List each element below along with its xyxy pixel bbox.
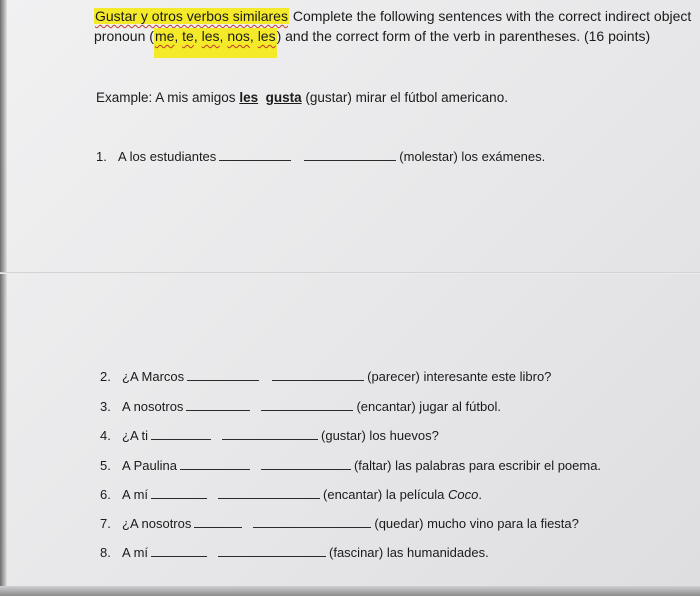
item-rest: mucho vino para la fiesta? bbox=[423, 516, 579, 531]
item-number: 4. bbox=[100, 428, 111, 443]
item-number: 3. bbox=[100, 399, 111, 414]
pronoun-blank[interactable] bbox=[219, 159, 291, 161]
pronoun-blank[interactable] bbox=[151, 555, 207, 557]
example-prefix: Example: A mis amigos bbox=[96, 90, 240, 105]
verb-blank[interactable] bbox=[261, 468, 351, 470]
verb-blank[interactable] bbox=[253, 526, 371, 528]
exercise-item bbox=[100, 428, 439, 443]
verb-blank[interactable] bbox=[218, 555, 326, 557]
pronoun-blank[interactable] bbox=[180, 468, 250, 470]
pronoun-blank[interactable] bbox=[194, 526, 242, 528]
item-number: 2. bbox=[100, 369, 111, 384]
item-verb: (fascinar) bbox=[329, 545, 384, 560]
verb-blank[interactable] bbox=[222, 438, 318, 440]
verb-blank[interactable] bbox=[272, 379, 364, 381]
item-rest: las humanidades. bbox=[383, 545, 489, 560]
exercise-item bbox=[100, 369, 551, 384]
item-rest: los huevos? bbox=[365, 428, 439, 443]
pronoun-list: me, te, les, nos, les bbox=[154, 28, 277, 58]
pronoun-me: me bbox=[154, 28, 175, 44]
exercise-item bbox=[100, 399, 501, 414]
item-subject: ¿A ti bbox=[122, 428, 149, 443]
item-subject: ¿A nosotros bbox=[122, 516, 192, 531]
item-rest: las palabras para escribir el poema. bbox=[391, 458, 602, 473]
page-bottom-edge bbox=[0, 586, 700, 596]
item-subject: A los estudiantes bbox=[118, 149, 217, 164]
item-subject: ¿A Marcos bbox=[122, 369, 185, 384]
example-sentence bbox=[96, 90, 508, 105]
instruction-text-2: ) and the correct form of the verb in parentheses. (16 points) bbox=[276, 28, 651, 44]
item-subject: A Paulina bbox=[122, 458, 177, 473]
item-rest: jugar al fútbol. bbox=[415, 399, 501, 414]
item-verb: (encantar) bbox=[356, 399, 416, 414]
exercise-item bbox=[100, 516, 579, 531]
movie-title: Coco bbox=[448, 487, 479, 502]
item-verb: (gustar) bbox=[321, 428, 366, 443]
exercise-item bbox=[100, 487, 482, 502]
item-verb: (faltar) bbox=[353, 458, 392, 473]
page-left-edge bbox=[0, 0, 7, 596]
item-subject: A mí bbox=[122, 487, 149, 502]
item-number: 8. bbox=[100, 545, 111, 560]
instructions bbox=[94, 6, 694, 46]
example-answer-verb: gusta bbox=[265, 90, 302, 105]
page-fold bbox=[0, 272, 700, 274]
item-rest: los exámenes. bbox=[457, 149, 546, 164]
pronoun-les-2: les bbox=[257, 28, 276, 44]
exercise-item bbox=[100, 545, 489, 560]
item-verb: (molestar) bbox=[399, 149, 458, 164]
pronoun-nos: nos bbox=[227, 28, 250, 44]
verb-blank[interactable] bbox=[304, 159, 396, 161]
item-number: 6. bbox=[100, 487, 111, 502]
item-number: 1. bbox=[96, 149, 107, 164]
pronoun-te: te bbox=[182, 28, 194, 44]
item-subject: A mí bbox=[122, 545, 149, 560]
pronoun-blank[interactable] bbox=[187, 379, 259, 381]
item-number: 5. bbox=[100, 458, 111, 473]
verb-blank[interactable] bbox=[218, 497, 320, 499]
pronoun-blank[interactable] bbox=[151, 438, 211, 440]
item-verb: (parecer) bbox=[367, 369, 420, 384]
item-verb: (encantar) bbox=[323, 487, 383, 502]
section-title: Gustar y otros verbos similares bbox=[95, 8, 288, 24]
pronoun-les: les bbox=[201, 28, 220, 44]
exercise-item bbox=[100, 458, 601, 473]
example-answer-pronoun: les bbox=[239, 90, 259, 105]
item-rest-end: . bbox=[478, 487, 483, 502]
pronoun-blank[interactable] bbox=[186, 409, 250, 411]
pronoun-blank[interactable] bbox=[151, 497, 207, 499]
example-suffix: (gustar) mirar el fútbol americano. bbox=[301, 90, 508, 105]
exercise-item bbox=[96, 149, 545, 164]
item-subject: A nosotros bbox=[122, 399, 184, 414]
item-verb: (quedar) bbox=[374, 516, 424, 531]
instruction-text-1: Complete the following sentences with the correct indirect object pronoun ( bbox=[94, 8, 692, 44]
item-rest: interesante este libro? bbox=[419, 369, 552, 384]
verb-blank[interactable] bbox=[261, 409, 353, 411]
item-number: 7. bbox=[100, 516, 111, 531]
item-rest: la película bbox=[382, 487, 449, 502]
